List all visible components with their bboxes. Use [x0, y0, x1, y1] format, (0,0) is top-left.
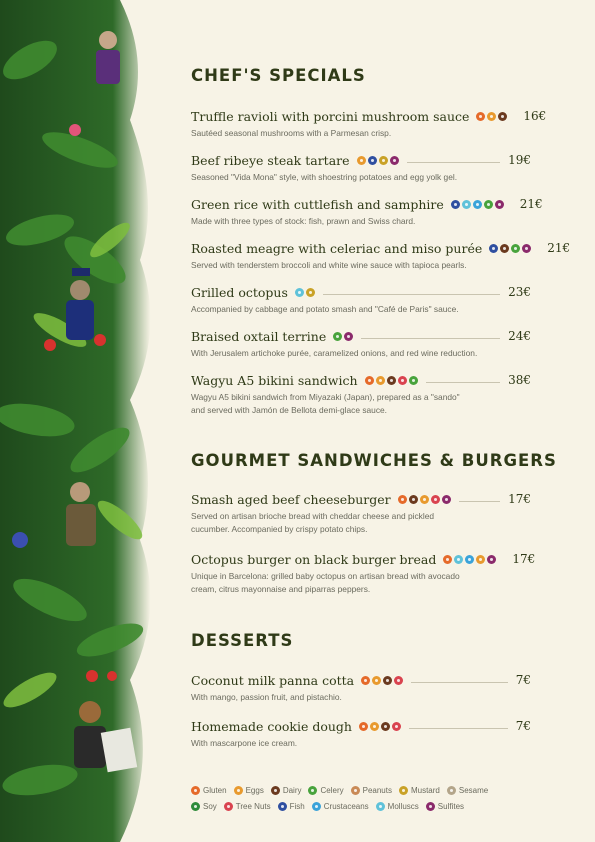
- menu-item-row: [191, 108, 547, 124]
- menu-item-price: 7€: [515, 719, 531, 733]
- description-line: Served with tenderstem broccoli and white wine sauce with tapioca pearls.: [191, 260, 467, 270]
- legend-row: [191, 782, 531, 798]
- menu-item-description: [191, 737, 511, 750]
- menu-item-row: [191, 152, 531, 168]
- legend-label: Peanuts: [362, 785, 392, 795]
- legend-label: Molluscs: [387, 801, 419, 811]
- description-line: Served on artisan brioche bread with cheddar cheese and pickled: [191, 511, 435, 521]
- crustaceans-allergen-icon: [312, 802, 321, 811]
- description-line: cucumber. Accompanied by crispy potato chips.: [191, 524, 368, 534]
- celery-allergen-icon: [484, 200, 493, 209]
- legend-label: Sulfites: [437, 801, 465, 811]
- menu-item: [191, 108, 547, 140]
- menu-item-name: Truffle ravioli with porcini mushroom sauce: [191, 108, 470, 124]
- menu-item-name: Grilled octopus: [191, 284, 288, 300]
- description-line: With mango, passion fruit, and pistachio.: [191, 692, 342, 702]
- mustard-allergen-icon: [399, 786, 408, 795]
- dotted-leader: [459, 501, 501, 502]
- crustaceans-allergen-icon: [465, 555, 474, 564]
- description-line: Sautéed seasonal mushrooms with a Parmesan crisp.: [191, 128, 392, 138]
- dotted-leader: [411, 682, 508, 683]
- sulfites-allergen-icon: [495, 200, 504, 209]
- fish-allergen-icon: [489, 244, 498, 253]
- menu-item-name: Smash aged beef cheeseburger: [191, 491, 391, 507]
- sulfites-allergen-icon: [390, 156, 399, 165]
- legend-item: [278, 802, 305, 811]
- legend-label: Soy: [203, 801, 217, 811]
- legend-item: [426, 802, 464, 811]
- legend-item: [399, 786, 440, 795]
- allergen-icons: [476, 112, 507, 121]
- dotted-leader: [361, 338, 500, 339]
- description-line: Unique in Barcelona: grilled baby octopus on artisan bread with avocado: [191, 571, 460, 581]
- menu-item: [191, 152, 531, 184]
- menu-item-row: [191, 284, 531, 300]
- allergen-icons: [361, 676, 403, 685]
- allergen-icons: [333, 332, 353, 341]
- gluten-allergen-icon: [443, 555, 452, 564]
- dairy-allergen-icon: [383, 676, 392, 685]
- menu-item-price: 38€: [508, 373, 531, 387]
- menu-item-price: 23€: [508, 285, 531, 299]
- menu-item-name: Roasted meagre with celeriac and miso purée: [191, 240, 483, 256]
- menu-item-price: 24€: [508, 329, 531, 343]
- molluscs-allergen-icon: [454, 555, 463, 564]
- jungle-illustration: [0, 0, 165, 842]
- menu-item-row: [191, 551, 536, 567]
- menu-item: [191, 491, 531, 536]
- menu-item-price: 16€: [523, 109, 547, 123]
- molluscs-allergen-icon: [295, 288, 304, 297]
- description-line: Made with three types of stock: fish, prawn and Swiss chard.: [191, 216, 416, 226]
- eggs-allergen-icon: [420, 495, 429, 504]
- description-line: Seasoned "Vida Mona" style, with shoestring potatoes and egg yolk gel.: [191, 172, 458, 182]
- gluten-allergen-icon: [191, 786, 200, 795]
- menu-item-row: [191, 491, 531, 507]
- menu-item: [191, 328, 531, 360]
- sulfites-allergen-icon: [442, 495, 451, 504]
- celery-allergen-icon: [511, 244, 520, 253]
- sulfites-allergen-icon: [487, 555, 496, 564]
- legend-item: [191, 786, 227, 795]
- legend-item: [271, 786, 302, 795]
- menu-item-description: [191, 391, 511, 417]
- menu-item-description: [191, 215, 511, 228]
- legend-row: [191, 798, 531, 814]
- tree-nuts-allergen-icon: [398, 376, 407, 385]
- gluten-allergen-icon: [365, 376, 374, 385]
- menu-item-row: [191, 372, 531, 388]
- legend-label: Mustard: [410, 785, 440, 795]
- description-line: cream, citrus mayonnaise and piparras peppers.: [191, 584, 371, 594]
- section-title: CHEF'S SPECIALS: [191, 66, 366, 85]
- celery-allergen-icon: [409, 376, 418, 385]
- menu-item: [191, 284, 531, 316]
- eggs-allergen-icon: [357, 156, 366, 165]
- menu-item-name: Homemade cookie dough: [191, 718, 352, 734]
- allergen-icons: [295, 288, 315, 297]
- allergen-icons: [365, 376, 418, 385]
- section-title: GOURMET SANDWICHES & BURGERS: [191, 451, 557, 470]
- fish-allergen-icon: [368, 156, 377, 165]
- description-line: Accompanied by cabbage and potato smash and "Café de Paris" sauce.: [191, 304, 459, 314]
- menu-item-description: [191, 570, 511, 596]
- menu-item-row: [191, 718, 531, 734]
- menu-item-name: Coconut milk panna cotta: [191, 672, 355, 688]
- description-line: With mascarpone ice cream.: [191, 738, 298, 748]
- dotted-leader: [323, 294, 500, 295]
- menu-item-name: Beef ribeye steak tartare: [191, 152, 350, 168]
- celery-allergen-icon: [308, 786, 317, 795]
- eggs-allergen-icon: [372, 676, 381, 685]
- menu-item-description: [191, 303, 511, 316]
- legend-item: [312, 802, 369, 811]
- gluten-allergen-icon: [398, 495, 407, 504]
- menu-item-price: 17€: [512, 552, 536, 566]
- legend-item: [191, 802, 217, 811]
- dotted-leader: [409, 728, 508, 729]
- dairy-allergen-icon: [500, 244, 509, 253]
- menu-item-name: Octopus burger on black burger bread: [191, 551, 437, 567]
- legend-label: Sesame: [458, 785, 489, 795]
- celery-allergen-icon: [333, 332, 342, 341]
- menu-item-description: [191, 510, 511, 536]
- dairy-allergen-icon: [387, 376, 396, 385]
- gluten-allergen-icon: [359, 722, 368, 731]
- legend-item: [351, 786, 392, 795]
- menu-item: [191, 196, 543, 228]
- legend-label: Gluten: [203, 785, 227, 795]
- allergen-icons: [451, 200, 504, 209]
- legend-item: [234, 786, 264, 795]
- dairy-allergen-icon: [381, 722, 390, 731]
- sulfites-allergen-icon: [344, 332, 353, 341]
- menu-item: [191, 240, 571, 272]
- molluscs-allergen-icon: [376, 802, 385, 811]
- dairy-allergen-icon: [498, 112, 507, 121]
- menu-item-price: 7€: [515, 673, 531, 687]
- legend-item: [376, 802, 419, 811]
- legend-label: Fish: [289, 801, 305, 811]
- legend-item: [447, 786, 488, 795]
- allergen-icons: [359, 722, 401, 731]
- fish-allergen-icon: [278, 802, 287, 811]
- peanuts-allergen-icon: [351, 786, 360, 795]
- gluten-allergen-icon: [361, 676, 370, 685]
- allergen-icons: [357, 156, 399, 165]
- dotted-leader: [407, 162, 501, 163]
- menu-item-row: [191, 240, 571, 256]
- menu-item-description: [191, 347, 511, 360]
- allergen-icons: [443, 555, 496, 564]
- dotted-leader: [426, 382, 501, 383]
- menu-item-name: Green rice with cuttlefish and samphire: [191, 196, 444, 212]
- description-line: With Jerusalem artichoke purée, caramelized onions, and red wine reduction.: [191, 348, 478, 358]
- menu-item-row: [191, 672, 531, 688]
- menu-item-name: Wagyu A5 bikini sandwich: [191, 372, 358, 388]
- menu-item-price: 17€: [508, 492, 531, 506]
- dairy-allergen-icon: [409, 495, 418, 504]
- eggs-allergen-icon: [376, 376, 385, 385]
- molluscs-allergen-icon: [462, 200, 471, 209]
- menu-item-description: [191, 259, 511, 272]
- jungle-foliage-image: [0, 0, 165, 842]
- menu-item: [191, 672, 531, 704]
- crustaceans-allergen-icon: [473, 200, 482, 209]
- description-line: Wagyu A5 bikini sandwich from Miyazaki (Japan), prepared as a "sando": [191, 392, 460, 402]
- menu-item-price: 19€: [508, 153, 531, 167]
- gluten-allergen-icon: [476, 112, 485, 121]
- tree-nuts-allergen-icon: [392, 722, 401, 731]
- tree-nuts-allergen-icon: [431, 495, 440, 504]
- menu-item-description: [191, 127, 511, 140]
- eggs-allergen-icon: [234, 786, 243, 795]
- legend-item: [308, 786, 343, 795]
- legend-item: [224, 802, 271, 811]
- legend-label: Tree Nuts: [235, 801, 271, 811]
- section-title: DESSERTS: [191, 631, 294, 650]
- sulfites-allergen-icon: [426, 802, 435, 811]
- menu-item-row: [191, 196, 543, 212]
- description-line: and served with Jamón de Bellota demi-glace sauce.: [191, 405, 387, 415]
- legend-label: Crustaceans: [323, 801, 369, 811]
- allergen-icons: [489, 244, 531, 253]
- menu-item: [191, 718, 531, 750]
- menu-item-price: 21€: [519, 197, 543, 211]
- menu-item-description: [191, 171, 511, 184]
- menu-item-name: Braised oxtail terrine: [191, 328, 327, 344]
- allergen-icons: [398, 495, 451, 504]
- menu-item-description: [191, 691, 511, 704]
- menu-item-row: [191, 328, 531, 344]
- legend-label: Eggs: [245, 785, 264, 795]
- mustard-allergen-icon: [379, 156, 388, 165]
- mustard-allergen-icon: [306, 288, 315, 297]
- allergen-legend: [191, 782, 531, 814]
- legend-label: Celery: [320, 785, 344, 795]
- menu-item: [191, 372, 531, 417]
- eggs-allergen-icon: [476, 555, 485, 564]
- soy-allergen-icon: [191, 802, 200, 811]
- menu-item: [191, 551, 536, 596]
- sulfites-allergen-icon: [522, 244, 531, 253]
- tree-nuts-allergen-icon: [224, 802, 233, 811]
- dairy-allergen-icon: [271, 786, 280, 795]
- legend-label: Dairy: [282, 785, 302, 795]
- menu-item-price: 21€: [547, 241, 571, 255]
- tree-nuts-allergen-icon: [394, 676, 403, 685]
- eggs-allergen-icon: [487, 112, 496, 121]
- sesame-allergen-icon: [447, 786, 456, 795]
- fish-allergen-icon: [451, 200, 460, 209]
- eggs-allergen-icon: [370, 722, 379, 731]
